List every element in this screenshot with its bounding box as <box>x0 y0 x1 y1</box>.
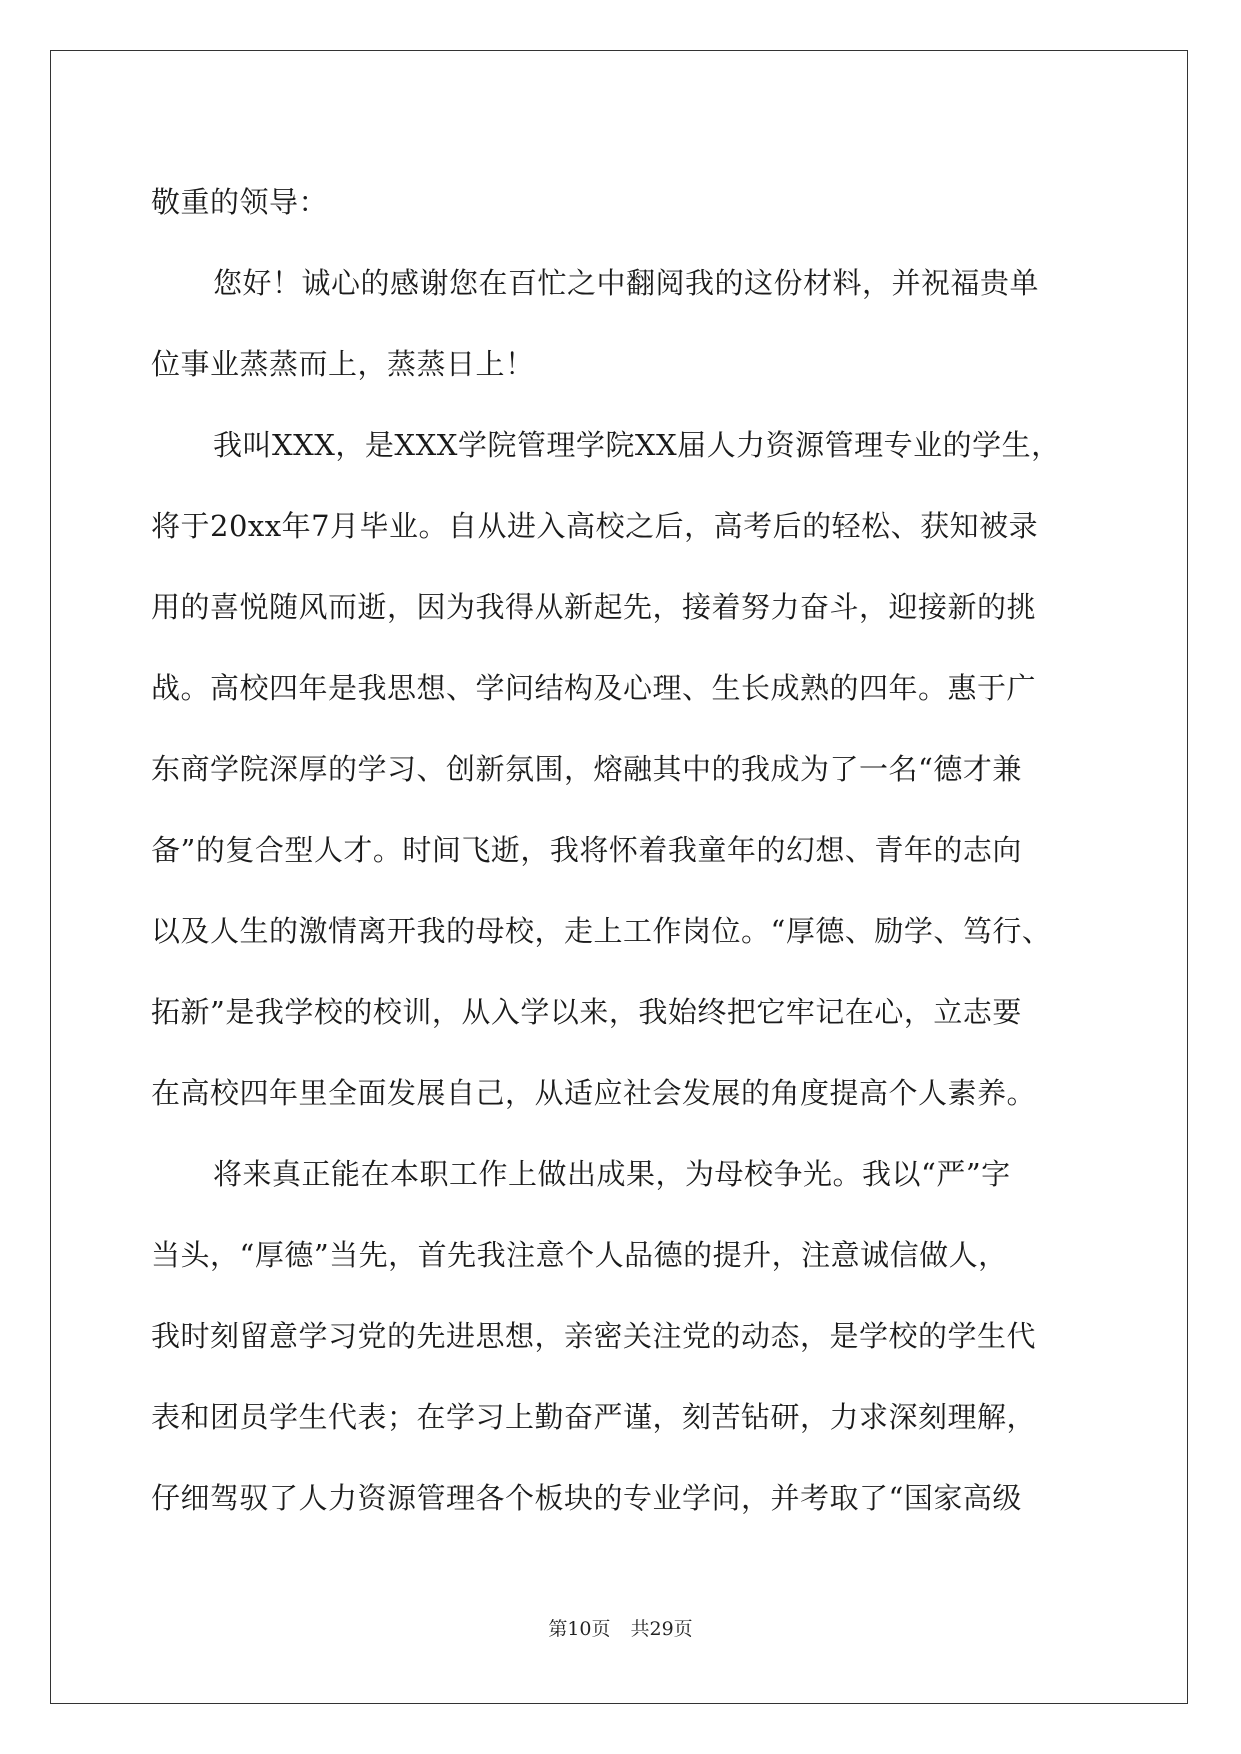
paragraph-line: 战。高校四年是我思想、学问结构及心理、生长成熟的四年。惠于广 <box>151 671 1037 705</box>
paragraph-line: 表和团员学生代表；在学习上勤奋严谨，刻苦钻研，力求深刻理解， <box>151 1400 1037 1434</box>
paragraph-line: 备”的复合型人才。时间飞逝，我将怀着我童年的幻想、青年的志向 <box>151 833 1022 867</box>
paragraph-line: 在高校四年里全面发展自己，从适应社会发展的角度提高个人素养。 <box>151 1076 1037 1110</box>
paragraph-line: 用的喜悦随风而逝，因为我得从新起先，接着努力奋斗，迎接新的挑 <box>151 590 1037 624</box>
page-number: 第10页 <box>548 1618 611 1640</box>
page-footer <box>0 1614 1241 1641</box>
paragraph-line: 东商学院深厚的学习、创新氛围，熔融其中的我成为了一名“德才兼 <box>151 752 1022 786</box>
paragraph-line: 我叫XXX，是XXX学院管理学院XX届人力资源管理专业的学生， <box>213 428 1061 462</box>
salutation-line: 敬重的领导： <box>151 185 329 219</box>
paragraph-line: 将于20xx年7月毕业。自从进入高校之后，高考后的轻松、获知被录 <box>151 509 1039 543</box>
paragraph-line: 将来真正能在本职工作上做出成果，为母校争光。我以“严”字 <box>213 1157 1011 1191</box>
paragraph-line: 仔细驾驭了人力资源管理各个板块的专业学问，并考取了“国家高级 <box>151 1481 1022 1515</box>
paragraph-line: 拓新”是我学校的校训，从入学以来，我始终把它牢记在心，立志要 <box>151 995 1022 1029</box>
document-body <box>151 162 1101 1539</box>
paragraph-line: 您好！诚心的感谢您在百忙之中翻阅我的这份材料，并祝福贵单 <box>213 266 1040 300</box>
paragraph-line: 以及人生的激情离开我的母校，走上工作岗位。“厚德、励学、笃行、 <box>151 914 1052 948</box>
paragraph-line: 我时刻留意学习党的先进思想，亲密关注党的动态，是学校的学生代 <box>151 1319 1037 1353</box>
paragraph-line: 位事业蒸蒸而上，蒸蒸日上！ <box>151 347 535 381</box>
paragraph-line: 当头，“厚德”当先，首先我注意个人品德的提升，注意诚信做人， <box>151 1238 1008 1272</box>
page-total: 共29页 <box>630 1618 693 1640</box>
